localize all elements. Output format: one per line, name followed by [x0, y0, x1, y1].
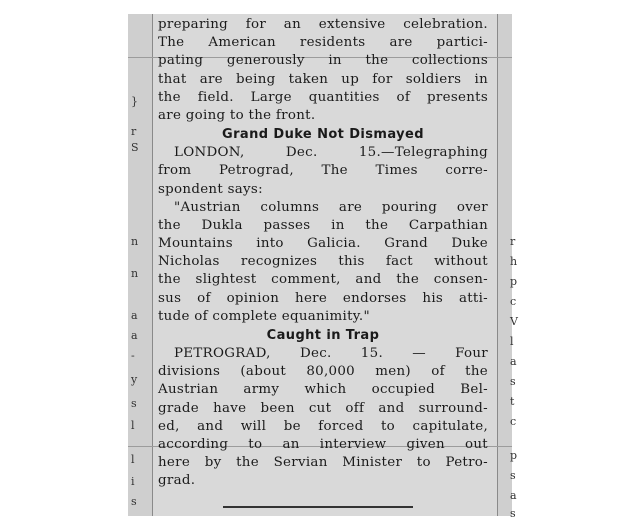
text-line: that are being taken up for soldiers in [158, 71, 488, 87]
gutter-char: l [510, 335, 514, 348]
right-column-rule [497, 14, 498, 516]
article-body [158, 16, 488, 491]
section-heading: Caught in Trap [266, 328, 380, 343]
text-line: Nicholas recognizes this fact without [158, 254, 488, 270]
text-line: grad. [158, 473, 196, 489]
text-line: the Dukla passes in the Carpathian [158, 217, 488, 233]
gutter-char: - [131, 349, 135, 362]
gutter-char: s [510, 507, 516, 520]
gutter-char: a [131, 309, 138, 322]
text-line: "Austrian columns are pouring over [174, 199, 488, 215]
text-line: pating generously in the collections [158, 53, 488, 69]
text-line: Austrian army which occupied Bel- [158, 382, 488, 398]
gutter-char: s [131, 397, 137, 410]
gutter-char: l [131, 419, 135, 432]
newspaper-clipping [128, 14, 518, 520]
gutter-char: S [131, 141, 139, 154]
text-line: the field. Large quantities of presents [158, 89, 488, 105]
text-line: ed, and will be forced to capitulate, [158, 418, 488, 434]
gutter-char: } [131, 95, 138, 108]
text-line: divisions (about 80,000 men) of the [158, 364, 488, 380]
text-line: LONDON, Dec. 15.—Telegraphing [174, 145, 488, 161]
gutter-char: V [510, 315, 518, 328]
gutter-char: s [510, 375, 516, 388]
gutter-char: c [510, 295, 517, 308]
text-line: The American residents are partici- [158, 35, 488, 51]
section-heading: Grand Duke Not Dismayed [222, 127, 424, 143]
text-line: Mountains into Galicia. Grand Duke [158, 236, 488, 252]
gutter-char: y [131, 373, 138, 386]
left-column-rule [152, 14, 153, 516]
gutter-char: r [510, 235, 516, 248]
text-line: are going to the front. [158, 107, 316, 123]
gutter-char: c [510, 415, 517, 428]
gutter-char: n [131, 235, 139, 248]
text-line: from Petrograd, The Times corre- [158, 163, 488, 179]
gutter-char: i [131, 475, 135, 488]
text-line: here by the Servian Minister to Petro- [158, 455, 488, 471]
gutter-char: r [131, 125, 137, 138]
gutter-char: t [510, 395, 515, 408]
gutter-char: s [510, 469, 516, 482]
gutter-char: a [131, 329, 138, 342]
text-line: grade have been cut off and surround- [158, 400, 488, 416]
gutter-char: p [510, 275, 518, 288]
gutter-char: a [510, 489, 517, 502]
text-line: tude of complete equanimity." [158, 308, 370, 324]
gutter-char: s [131, 495, 137, 508]
text-line: spondent says: [158, 181, 263, 197]
text-line: the slightest comment, and the consen- [158, 272, 488, 288]
text-line: according to an interview given out [158, 436, 488, 452]
gutter-char: p [510, 449, 518, 462]
gutter-char: l [131, 453, 135, 466]
text-line: preparing for an extensive celebration. [158, 17, 488, 32]
gutter-char: a [510, 355, 517, 368]
text-line: sus of opinion here endorses his atti- [158, 290, 488, 306]
gutter-char: h [510, 255, 518, 268]
text-line: PETROGRAD, Dec. 15. — Four [174, 346, 488, 361]
article-end-rule [223, 506, 413, 508]
gutter-char: n [131, 267, 139, 280]
